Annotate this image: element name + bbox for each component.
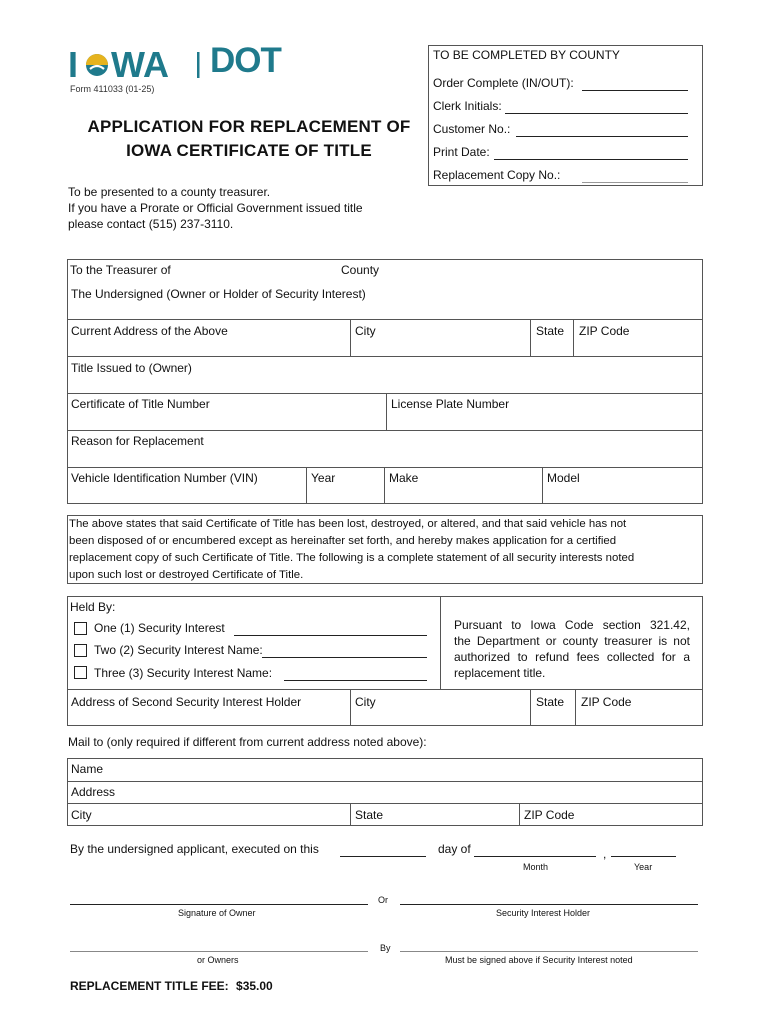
by-separator: By — [380, 943, 391, 953]
statement-line4: upon such lost or destroyed Certificate of Title. — [69, 569, 304, 581]
col-divider — [575, 689, 576, 726]
order-complete-field[interactable] — [582, 90, 688, 91]
logo-letters-wa: WA — [111, 44, 169, 84]
two-interest-label: Two (2) Security Interest Name: — [94, 643, 263, 657]
col-divider — [440, 596, 441, 689]
customer-no-label: Customer No.: — [433, 122, 511, 136]
one-interest-label: One (1) Security Interest — [94, 621, 225, 635]
by-signature-field[interactable] — [400, 951, 698, 952]
refund-note-line2: the Department or county treasurer is not — [454, 634, 690, 648]
clerk-initials-label: Clerk Initials: — [433, 99, 502, 113]
one-interest-field[interactable] — [234, 635, 427, 636]
comma-separator: , — [603, 847, 607, 861]
mail-city-label: City — [71, 808, 92, 822]
year-caption: Year — [634, 862, 653, 872]
print-date-field[interactable] — [494, 159, 688, 160]
col-divider — [530, 319, 531, 356]
held-by-label: Held By: — [70, 600, 116, 614]
intro-line3: please contact (515) 237-3110. — [68, 217, 234, 231]
month-field[interactable] — [474, 856, 596, 857]
statement-line2: been disposed of or encumbered except as hereinafter set forth, and hereby makes application for a certified — [69, 535, 617, 547]
mail-name-label: Name — [71, 762, 104, 776]
row-divider — [67, 803, 703, 804]
executed-label: By the undersigned applicant, executed on this — [70, 842, 319, 856]
logo-dot-text: DOT — [210, 41, 281, 80]
second-state-label: State — [536, 695, 565, 709]
fee-label: REPLACEMENT TITLE FEE: — [70, 979, 229, 993]
intro-line2: If you have a Prorate or Official Government issued title — [68, 201, 363, 215]
replacement-copy-label: Replacement Copy No.: — [433, 168, 561, 182]
refund-note-line1: Pursuant to Iowa Code section 321.42, — [454, 618, 690, 632]
must-sign-caption: Must be signed above if Security Interest noted — [445, 955, 633, 965]
intro-line1: To be presented to a county treasurer. — [68, 185, 271, 199]
statement-line3: replacement copy of such Certificate of Title. The following is a complete statement of all security interests noted — [69, 552, 635, 564]
second-city-label: City — [355, 695, 376, 709]
refund-note-line3: authorized to refund fees collected for a — [454, 650, 690, 664]
print-date-label: Print Date: — [433, 145, 490, 159]
title-issued-label: Title Issued to (Owner) — [71, 361, 192, 375]
col-divider — [350, 689, 351, 726]
col-divider — [306, 467, 307, 504]
form-title-line1: APPLICATION FOR REPLACEMENT OF — [87, 117, 411, 136]
cert-number-label: Certificate of Title Number — [71, 397, 210, 411]
owner-signature-caption: Signature of Owner — [178, 908, 256, 918]
col-divider — [350, 803, 351, 826]
row-divider — [67, 467, 703, 468]
mail-to-table — [67, 758, 703, 826]
mail-state-label: State — [355, 808, 384, 822]
vin-label: Vehicle Identification Number (VIN) — [71, 471, 258, 485]
replacement-fee — [70, 979, 273, 993]
current-address-label: Current Address of the Above — [71, 324, 228, 338]
fee-amount: $35.00 — [236, 979, 273, 993]
model-label: Model — [547, 471, 580, 485]
executed-day-field[interactable] — [340, 856, 426, 857]
replacement-copy-field[interactable] — [582, 182, 688, 183]
logo-letter-i: I — [68, 44, 79, 84]
second-address-label: Address of Second Security Interest Holder — [71, 695, 302, 709]
logo-sun-icon — [86, 54, 108, 76]
row-divider — [67, 781, 703, 782]
three-interest-checkbox[interactable] — [74, 666, 87, 679]
refund-note-line4: replacement title. — [454, 666, 546, 680]
owner-signature-field[interactable] — [70, 904, 368, 905]
two-interest-checkbox[interactable] — [74, 644, 87, 657]
row-divider — [67, 356, 703, 357]
col-divider — [530, 689, 531, 726]
or-separator: Or — [378, 895, 388, 905]
refund-note — [454, 617, 690, 681]
reason-label: Reason for Replacement — [71, 434, 204, 448]
or-owners-caption: or Owners — [197, 955, 239, 965]
form-number: Form 411033 (01-25) — [70, 84, 155, 94]
security-holder-caption: Security Interest Holder — [496, 908, 591, 918]
customer-no-field[interactable] — [516, 136, 688, 137]
zip-label: ZIP Code — [579, 324, 630, 338]
two-interest-field[interactable] — [262, 657, 427, 658]
day-of-label: day of — [438, 842, 471, 856]
col-divider — [519, 803, 520, 826]
county-box — [428, 45, 703, 186]
owners-signature-field[interactable] — [70, 951, 368, 952]
row-divider — [67, 393, 703, 394]
logo-divider — [197, 52, 200, 78]
col-divider — [542, 467, 543, 504]
county-label: County — [341, 263, 380, 277]
row-divider — [67, 319, 703, 320]
row-divider — [67, 430, 703, 431]
city-label: City — [355, 324, 376, 338]
year-label: Year — [311, 471, 336, 485]
form-title-line2: IOWA CERTIFICATE OF TITLE — [126, 141, 372, 160]
order-complete-label: Order Complete (IN/OUT): — [433, 76, 574, 90]
second-zip-label: ZIP Code — [581, 695, 632, 709]
undersigned-label: The Undersigned (Owner or Holder of Security Interest) — [71, 287, 366, 301]
security-holder-signature-field[interactable] — [400, 904, 698, 905]
row-divider — [67, 689, 703, 690]
clerk-initials-field[interactable] — [505, 113, 688, 114]
statement-text — [69, 516, 700, 584]
three-interest-field[interactable] — [284, 680, 427, 681]
three-interest-label: Three (3) Security Interest Name: — [94, 666, 273, 680]
mail-address-label: Address — [71, 785, 116, 799]
month-caption: Month — [523, 862, 549, 872]
year-field[interactable] — [611, 856, 676, 857]
plate-number-label: License Plate Number — [391, 397, 510, 411]
statement-line1: The above states that said Certificate of Title has been lost, destroyed, or altered, and that said vehicle has not — [69, 518, 627, 530]
mail-to-heading: Mail to (only required if different from current address noted above): — [68, 735, 427, 749]
col-divider — [386, 393, 387, 430]
county-box-heading: TO BE COMPLETED BY COUNTY — [433, 48, 620, 62]
one-interest-checkbox[interactable] — [74, 622, 87, 635]
mail-zip-label: ZIP Code — [524, 808, 575, 822]
state-label: State — [536, 324, 565, 338]
col-divider — [384, 467, 385, 504]
make-label: Make — [389, 471, 419, 485]
col-divider — [573, 319, 574, 356]
col-divider — [350, 319, 351, 356]
to-treasurer-label: To the Treasurer of — [70, 263, 171, 277]
